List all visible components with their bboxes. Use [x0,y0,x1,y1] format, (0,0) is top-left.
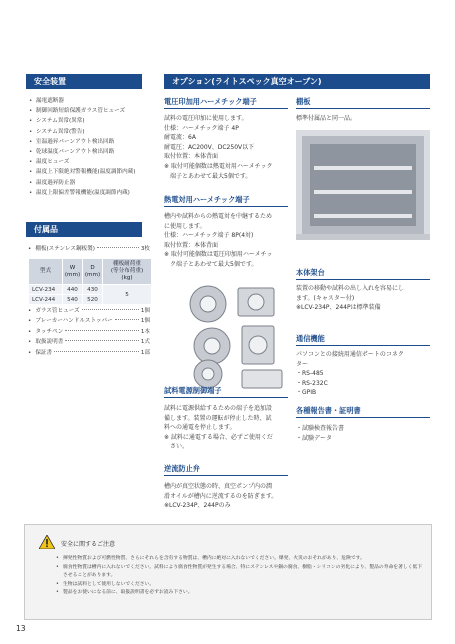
leader-dots [82,309,139,310]
reports-text [296,424,430,443]
leader-dots [97,247,139,248]
table-cell: 440 [63,285,83,295]
caution-list [55,555,425,598]
communication-text [296,350,430,398]
text-line: ※ 取付可能個数は電圧印加用ハーメチッ [164,251,273,259]
list-item: • 温度上限偏差警報機能(温度調節内蔵) [28,188,158,198]
text-line: 仕様：ハーメチック端子 8P(4対) [164,232,254,240]
accessory-label: ブレーカーハンドルストッパー [35,318,113,325]
list-item: • システム異常(警告) [28,127,158,137]
safety-caution-box [24,524,432,620]
caution-title: 安全に関するご注意 [61,541,116,548]
bullet-dot: • [28,349,32,356]
list-item [28,327,150,337]
warning-icon [39,535,55,549]
table-header-w: W (mm) [63,259,83,285]
safety-devices-heading: 安全装置 [26,74,142,89]
list-item: • 乾球温度バーンアウト検出回路 [28,147,158,157]
stand-text [296,284,430,313]
table-cell: LCV-234 [29,285,63,295]
accessory-label: 保証書 [35,349,53,356]
text-line: ・RS-232C [296,379,328,387]
text-line: 槽内や試料からの熱電対を中継するため [164,213,273,220]
leader-dots [65,340,139,341]
list-item: • 温度過昇防止器 [28,178,158,188]
table-cell: 430 [83,285,103,295]
text-line: 耐電圧：AC200V、DC250V以下 [164,143,255,151]
thermocouple-feedthrough-text [164,212,292,270]
table-cell-load: 5 [103,285,152,305]
accessory-label: タッチペン [35,328,64,335]
table-header-load: 棚板耐荷重 (等分布荷重) (kg) [103,259,152,285]
text-line: 標準付属品と同一品。 [296,115,357,122]
leader-dots [115,319,139,320]
text-line: ・GPIB [296,389,317,397]
accessory-label: 取扱説明書 [35,339,64,346]
text-line: ※ 試料に通電する場合、必ずご使用くだ [164,433,273,441]
text-line: に使用します。 [164,222,206,230]
options-heading: オプション(ライトスペック真空オーブン) [164,74,430,89]
text-line: ター [296,360,309,368]
power-feedthrough-heading: 電圧印加用ハーメチック端子 [164,97,288,109]
text-line: ※ 取付可能個数は熱電対用ハーメチック [164,162,273,170]
backflow-valve-heading: 逆流防止弁 [164,464,288,476]
text-line: 滑オイルが槽内に逆流するのを防ぎます。 [164,492,278,500]
communication-heading: 通信機能 [296,334,430,346]
text-line: 端子とあわせて最大5個です。 [164,172,252,180]
text-line: ※LCV-234P、244Pのみ [164,502,231,510]
accessory-qty: 1個 [140,318,150,325]
shelf-option-heading: 棚板 [296,97,430,109]
accessory-label: ガラス管ヒューズ [35,308,80,314]
bullet-dot: • [28,339,32,346]
text-line: 試料の電圧印加に使用します。 [164,115,248,122]
text-line: 耐電流：6A [164,134,196,142]
list-item: • 生物は試料として使用しないでください。 [55,581,425,590]
table-header-d: D (mm) [83,259,103,285]
list-item [28,306,150,316]
text-line: ※LCV-234P、244Pは標準装備 [296,304,381,312]
list-item: • 室温過昇バーンアウト検出回路 [28,137,158,147]
text-line: ・RS-485 [296,370,324,378]
thermocouple-feedthrough-heading: 熱電対用ハーメチック端子 [164,195,288,207]
feedthrough-photos [178,282,296,390]
power-feedthrough-text [164,114,290,181]
text-line: 取付位置：本体背面 [164,241,219,249]
accessory-items [28,306,150,358]
page-number: 13 [16,624,26,633]
accessory-qty: 1部 [140,349,150,356]
text-line: 槽内が真空状態の時、真空ポンプ内の潤 [164,483,273,490]
table-cell: 540 [63,295,83,305]
shelf-accessory-line [28,244,150,252]
reports-heading: 各種報告書・証明書 [296,406,430,418]
text-line: ク端子とあわせて最大5個です。 [164,260,258,268]
accessories-heading: 付属品 [26,222,142,237]
text-line: ・試験検査報告書 [296,425,345,432]
list-item: • 腐食性物質は槽内に入れないでください。試料により腐食性物質が発生する場合、特にステンレスや銅の腐食、樹脂・シリコンの劣化により、製品の寿命を著しく低下させることがあります。 [55,564,425,581]
sample-power-text [164,404,292,452]
accessory-qty: 1本 [140,328,150,335]
table-row [29,285,152,295]
safety-devices-list [28,96,158,198]
list-item: • 漏電遮断器 [28,96,158,106]
text-line: 装置の移動や試料の出し入れを容易にし [296,285,405,292]
text-line: パソコンとの接続用通信ポートのコネク [296,351,404,358]
shelf-spec-table [28,258,152,305]
list-item [28,348,150,358]
leader-dots [65,330,139,331]
list-item [28,316,150,326]
oven-interior-photo [296,130,430,240]
bullet-dot: • [28,308,32,314]
text-line: 仕様：ハーメチック端子 4P [164,124,239,132]
accessory-qty: 1個 [140,308,150,314]
text-line: 料への通電を停止します。 [164,424,236,432]
list-item [28,337,150,347]
text-line: 備します。装置の運転が停止した時、試 [164,414,272,422]
text-line: ・試験データ [296,434,333,442]
list-item: • システム異常(異常) [28,116,158,126]
bullet-dot: • [28,246,32,252]
stand-heading: 本体架台 [296,268,430,280]
shelf-option-text [296,114,430,124]
text-line: 試料に電源供給するための端子を追加設 [164,405,273,412]
list-item: • 温度ヒューズ [28,157,158,167]
list-item: • 制御回路短絡保護ガラス管ヒューズ [28,106,158,116]
bullet-dot: • [28,328,32,335]
list-item: • 温度上下限絶対警報機能(温度調節内蔵) [28,167,158,177]
table-cell: 520 [83,295,103,305]
sample-power-heading: 試料電源制御端子 [164,386,288,398]
text-line: さい。 [164,443,189,451]
table-header-model: 型式 [29,259,63,285]
backflow-valve-text [164,482,294,511]
bullet-dot: • [28,318,32,325]
leader-dots [54,351,139,352]
list-item: • 揮発性物質および可燃性物質、さらにそれらを含有する物質は、槽内に絶対に入れないでください。爆発、火災のおそれがあり、危険です。 [55,555,425,564]
shelf-accessory-qty: 3枚 [140,246,150,252]
table-cell: LCV-244 [29,295,63,305]
shelf-accessory-label: 棚板(ステンレス鋼板製) [35,246,95,252]
text-line: 取付位置：本体背面 [164,153,219,161]
list-item: • 製品をお使いになる前に、取扱説明書を必ずお読み下さい。 [55,589,425,598]
text-line: ます。(キャスター付) [296,294,355,302]
accessory-qty: 1式 [140,339,150,346]
